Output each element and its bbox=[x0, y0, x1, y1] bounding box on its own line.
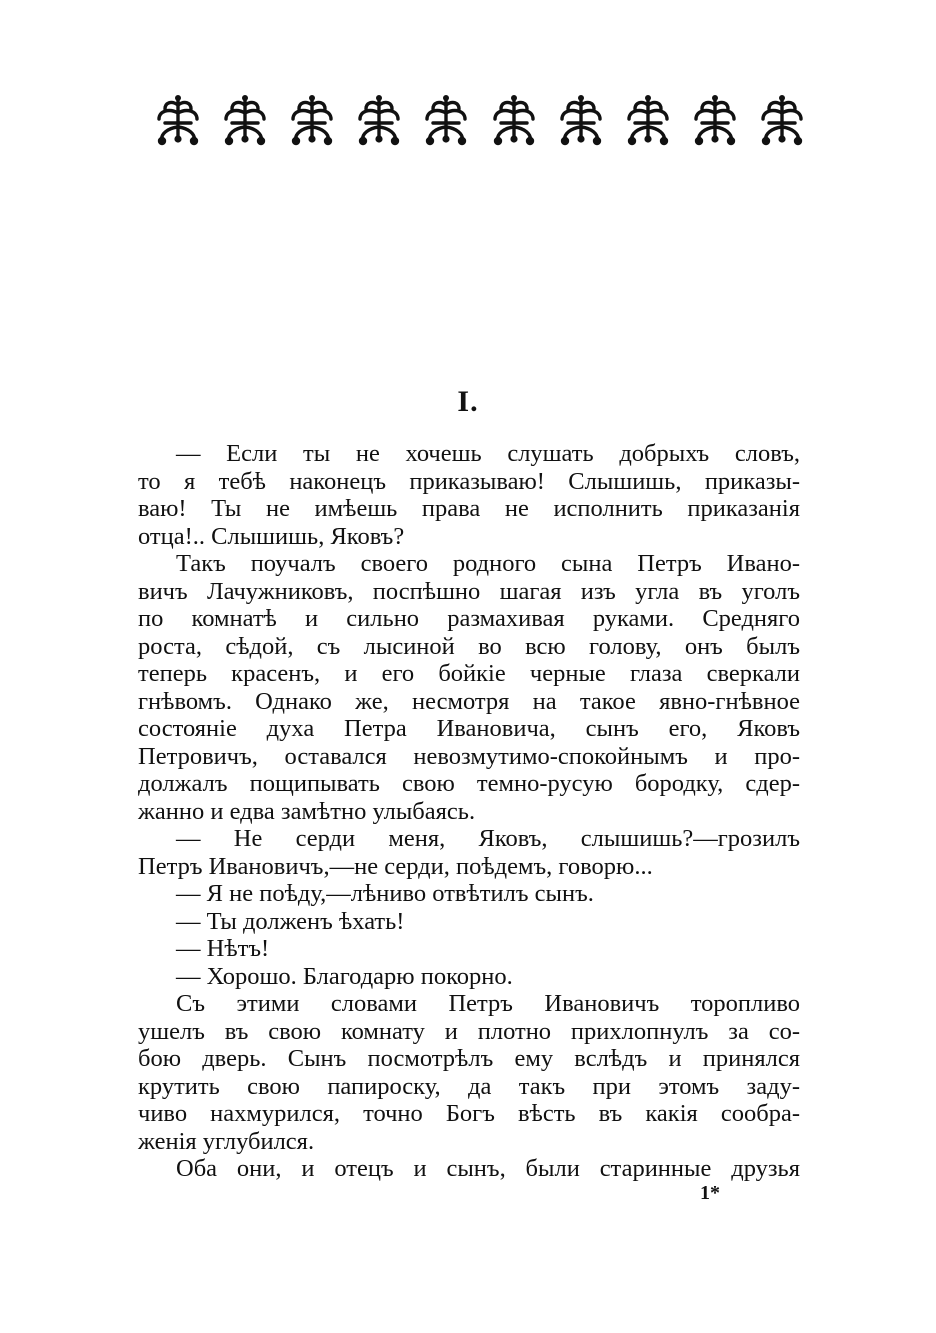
fleuron-icon bbox=[486, 93, 542, 149]
chapter-heading: I. bbox=[457, 385, 479, 418]
fleuron-icon bbox=[687, 93, 743, 149]
fleuron-icon bbox=[620, 93, 676, 149]
text-line: — Нѣтъ! bbox=[176, 935, 270, 962]
text-line: отца!.. Слышишь, Яковъ? bbox=[138, 522, 405, 550]
text-line: женія углубился. bbox=[138, 1127, 315, 1155]
text-line: — Не серди меня, Яковъ, слышишь?—грозилъ bbox=[176, 825, 800, 852]
fleuron-icon bbox=[284, 93, 340, 149]
text-line: состояніе духа Петра Ивановича, сынъ его, Яковъ bbox=[138, 715, 800, 742]
text-line: — Хорошо. Благодарю покорно. bbox=[176, 962, 513, 990]
text-line: должалъ пощипывать свою темно-русую бородку, сдер- bbox=[138, 770, 800, 797]
text-line: вичъ Лачужниковъ, поспѣшно шагая изъ угла въ уголъ bbox=[138, 577, 800, 605]
fleuron-icon bbox=[754, 93, 810, 149]
fleuron-icon bbox=[418, 93, 474, 149]
text-line: Петръ Ивановичъ,—не серди, поѣдемъ, говорю... bbox=[138, 852, 653, 880]
text-line: Петровичъ, оставался невозмутимо-спокойнымъ и про- bbox=[138, 742, 800, 770]
text-line: чиво нахмурился, точно Богъ вѣсть въ какія сообра- bbox=[138, 1100, 800, 1127]
fleuron-icon bbox=[351, 93, 407, 149]
text-line: крутить свою папироску, да такъ при этомъ заду- bbox=[138, 1072, 800, 1100]
text-line: роста, сѣдой, съ лысиной во всю голову, онъ былъ bbox=[138, 632, 800, 660]
text-line: бою дверь. Сынъ посмотрѣлъ ему вслѣдъ и принялся bbox=[138, 1045, 800, 1072]
body-text bbox=[138, 440, 800, 1183]
text-line: ушелъ въ свою комнату и плотно прихлопнулъ за со- bbox=[138, 1017, 800, 1045]
text-line: жанно и едва замѣтно улыбаясь. bbox=[138, 797, 476, 825]
fleuron-icon bbox=[553, 93, 609, 149]
text-line: Съ этими словами Петръ Ивановичъ торопливо bbox=[176, 990, 800, 1017]
text-line: — Ты долженъ ѣхать! bbox=[176, 907, 405, 935]
text-line: Оба они, и отецъ и сынъ, были старинные друзья bbox=[176, 1155, 800, 1182]
text-line: — Я не поѣду,—лѣниво отвѣтилъ сынъ. bbox=[176, 880, 594, 907]
fleuron-icon bbox=[150, 93, 206, 149]
fleuron-icon bbox=[217, 93, 273, 149]
ornament-band bbox=[150, 92, 810, 150]
text-line: то я тебѣ наконецъ приказываю! Слышишь, приказы- bbox=[138, 467, 800, 495]
page-number: 1* bbox=[700, 1182, 720, 1204]
text-line: гнѣвомъ. Однако же, несмотря на такое явно-гнѣвное bbox=[138, 687, 800, 715]
text-line: ваю! Ты не имѣешь права не исполнить приказанія bbox=[138, 495, 800, 522]
text-line: по комнатѣ и сильно размахивая руками. Средняго bbox=[138, 605, 800, 632]
text-line: теперь красенъ, и его бойкіе черные глаза сверкали bbox=[138, 660, 800, 687]
text-line: — Если ты не хочешь слушать добрыхъ словъ, bbox=[176, 440, 800, 467]
text-line: Такъ поучалъ своего родного сына Петръ Ивано- bbox=[176, 550, 800, 577]
